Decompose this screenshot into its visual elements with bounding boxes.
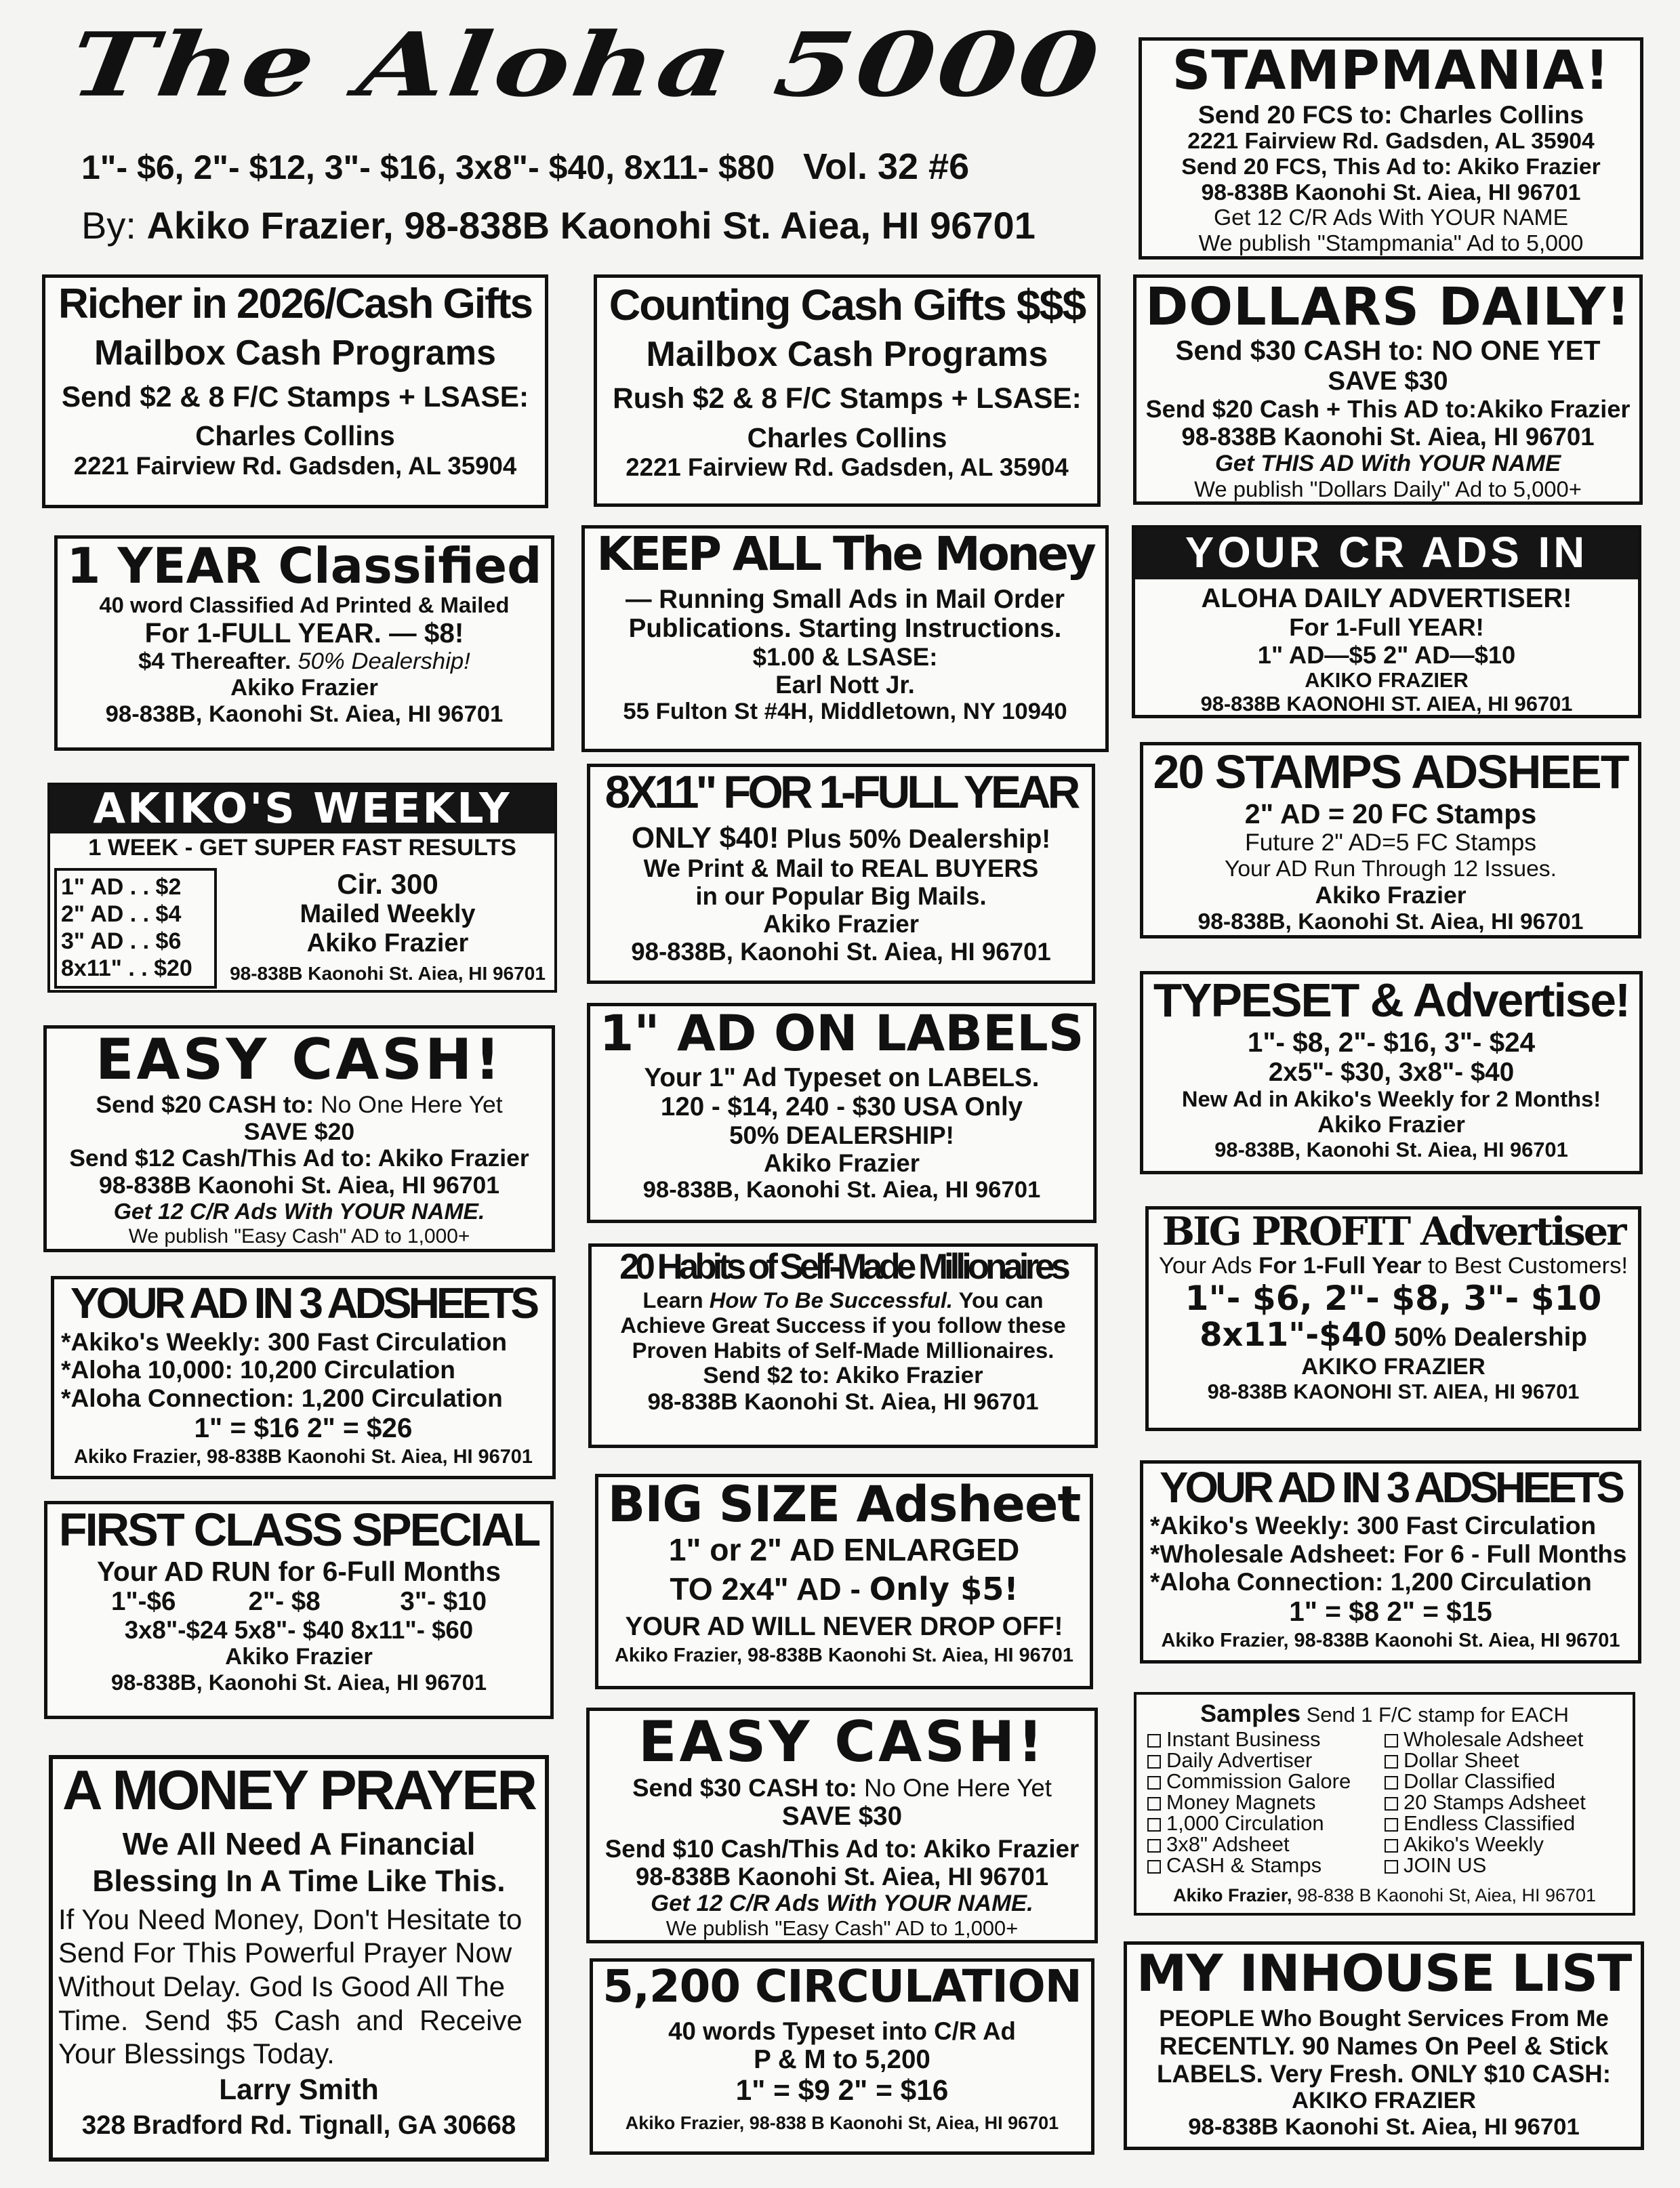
ad-line: Akiko Frazier xyxy=(230,675,378,701)
sample-label: Endless Classified xyxy=(1404,1811,1576,1836)
checkbox-icon[interactable] xyxy=(1147,1818,1161,1832)
ad-line: 55 Fulton St #4H, Middletown, NY 10940 xyxy=(623,699,1067,725)
ad-line: Akiko Frazier, 98-838B Kaonohi St. Aiea, HI 96701 xyxy=(615,1644,1073,1666)
ad-line: $1.00 & LSASE: xyxy=(752,643,938,672)
ad-line-part: $4 Thereafter. xyxy=(138,648,291,675)
ad-line: 98-838B Kaonohi St. Aiea, HI 96701 xyxy=(230,963,546,985)
ad-line xyxy=(590,1774,1094,1802)
ad-8x11-full-year xyxy=(587,764,1095,984)
sample-item[interactable] xyxy=(1147,1834,1385,1855)
price-list xyxy=(54,868,217,989)
ad-line: Akiko Frazier, 98-838B Kaonohi St. Aiea, HI 96701 xyxy=(74,1445,533,1468)
sample-label: 20 Stamps Adsheet xyxy=(1404,1790,1586,1815)
ad-line: Publications. Starting Instructions. xyxy=(628,613,1062,643)
ad-line: *Aloha Connection: 1,200 Circulation xyxy=(61,1383,503,1412)
byline xyxy=(81,203,1036,247)
samples-grid xyxy=(1136,1729,1633,1876)
ad-line: Charles Collins xyxy=(195,420,395,452)
ad-title: TYPESET & Advertise! xyxy=(1153,974,1630,1027)
ad-title: 20 STAMPS ADSHEET xyxy=(1153,745,1628,798)
ad-line: 2221 Fairview Rd. Gadsden, AL 35904 xyxy=(1187,129,1595,154)
samples-title: Samples xyxy=(1200,1699,1301,1727)
ad-line-part: No One Here Yet xyxy=(321,1090,503,1118)
sample-item[interactable] xyxy=(1385,1834,1622,1855)
samples-footer-addr: 98-838 B Kaonohi St, Aiea, HI 96701 xyxy=(1296,1885,1597,1906)
weekly-info xyxy=(221,868,554,984)
ad-line: Your 1" Ad Typeset on LABELS. xyxy=(644,1063,1040,1093)
ad-title: KEEP ALL The Money xyxy=(596,527,1094,581)
sample-label: Money Magnets xyxy=(1166,1790,1316,1815)
ad-typeset-advertise xyxy=(1140,971,1643,1174)
ad-line: Akiko Frazier, 98-838B Kaonohi St. Aiea, HI 96701 xyxy=(1161,1630,1620,1652)
ad-line-part: Plus 50% Dealership! xyxy=(786,824,1051,854)
samples-col-right xyxy=(1385,1729,1622,1876)
ad-dollars-daily xyxy=(1133,274,1643,505)
ad-line-part: Your AD xyxy=(97,1555,204,1587)
ad-line: Get 12 C/R Ads With YOUR NAME xyxy=(1213,205,1569,231)
ad-title: FIRST CLASS SPECIAL xyxy=(58,1504,539,1556)
ad-line: *Wholesale Adsheet: For 6 - Full Months xyxy=(1150,1540,1627,1568)
samples-footer xyxy=(1136,1885,1633,1905)
ad-line: 1"-$6 2"- $8 3"- $10 xyxy=(110,1587,487,1617)
ad-line: Get THIS AD With YOUR NAME xyxy=(1214,451,1561,477)
ad-line: 2221 Fairview Rd. Gadsden, AL 35904 xyxy=(73,451,517,480)
ad-line: Earl Nott Jr. xyxy=(775,671,915,699)
prayer-body xyxy=(53,1903,545,2071)
ad-line: 98-838B Kaonohi St. Aiea, HI 96701 xyxy=(635,1863,1049,1891)
page-title: The Aloha 5000 xyxy=(64,14,1107,117)
ad-line: Achieve Great Success if you follow these xyxy=(620,1312,1066,1338)
ad-title: BIG PROFIT Advertiser xyxy=(1162,1208,1625,1254)
ad-line: Rush $2 & 8 F/C Stamps + LSASE: xyxy=(613,382,1082,415)
ad-line: SAVE $30 xyxy=(1328,366,1448,396)
ad-line: 98-838B Kaonohi St. Aiea, HI 96701 xyxy=(1181,423,1595,451)
ad-line: Send $2 to: Akiko Frazier xyxy=(703,1363,983,1389)
ad-one-year-classified xyxy=(54,535,554,751)
ad-line: We publish "Stampmania" Ad to 5,000 xyxy=(1198,231,1584,257)
sample-label: Daily Advertiser xyxy=(1166,1748,1313,1773)
ad-line-part: Your Ads xyxy=(1158,1253,1252,1279)
ad-line: We publish "Easy Cash" AD to 1,000+ xyxy=(665,1916,1019,1941)
ad-three-adsheets-a xyxy=(51,1276,556,1479)
sample-label: Akiko's Weekly xyxy=(1404,1832,1544,1857)
checkbox-icon[interactable] xyxy=(1147,1734,1161,1748)
ad-20-habits xyxy=(588,1243,1098,1448)
sample-item[interactable] xyxy=(1147,1855,1385,1876)
sample-item[interactable] xyxy=(1147,1813,1385,1834)
ad-line: 50% DEALERSHIP! xyxy=(729,1121,954,1150)
ad-line: *Akiko's Weekly: 300 Fast Circulation xyxy=(1150,1511,1597,1540)
checkbox-icon[interactable] xyxy=(1147,1860,1161,1874)
ad-line-part: ONLY $40! xyxy=(631,821,779,854)
sample-item[interactable] xyxy=(1385,1813,1622,1834)
price-item: 8x11" . . $20 xyxy=(61,955,192,982)
ad-line xyxy=(598,1572,1090,1607)
ad-line: New Ad in Akiko's Weekly for 2 Months! xyxy=(1181,1086,1601,1112)
ad-richer-cash-gifts xyxy=(42,274,548,508)
ad-title: YOUR AD IN 3 ADSHEETS xyxy=(70,1279,537,1327)
sample-label: Dollar Sheet xyxy=(1404,1748,1519,1773)
ad-line: For 1-Full YEAR! xyxy=(1289,613,1484,641)
volume-label: Vol. 32 #6 xyxy=(802,146,970,187)
sample-item[interactable] xyxy=(1147,1750,1385,1771)
ad-line-part: 50% Dealership! xyxy=(298,648,470,675)
ad-line: Send $10 Cash/This Ad to: Akiko Frazier xyxy=(605,1835,1080,1863)
ad-title: 1" AD ON LABELS xyxy=(599,1005,1084,1062)
ad-line: Send $12 Cash/This Ad to: Akiko Frazier xyxy=(69,1144,529,1172)
ad-line: 1" or 2" AD ENLARGED xyxy=(668,1531,1020,1567)
checkbox-icon[interactable] xyxy=(1147,1755,1161,1769)
ad-line: AKIKO FRAZIER xyxy=(1292,2088,1476,2113)
ad-line: Mailbox Cash Programs xyxy=(94,333,496,373)
ad-title: BIG SIZE Adsheet xyxy=(607,1476,1081,1533)
ad-line: Send $20 Cash + This AD to:Akiko Frazier xyxy=(1145,394,1631,423)
ad-list xyxy=(1143,1512,1638,1596)
ad-title: 1 YEAR Classified xyxy=(66,537,542,594)
ad-title: EASY CASH! xyxy=(95,1027,504,1092)
sample-item[interactable] xyxy=(1147,1771,1385,1792)
ad-title: A MONEY PRAYER xyxy=(62,1759,535,1821)
samples-col-left xyxy=(1147,1729,1385,1876)
samples-footer-name: Akiko Frazier, xyxy=(1172,1885,1292,1906)
ad-line-part: RUN for 6-Full Months xyxy=(211,1555,501,1587)
ad-line: *Aloha 10,000: 10,200 Circulation xyxy=(61,1355,455,1384)
sample-label: Instant Business xyxy=(1166,1727,1321,1752)
ad-three-adsheets-b xyxy=(1140,1460,1641,1664)
ad-line: Without Delay. God Is Good All The xyxy=(58,1970,506,2002)
ad-line: Get 12 C/R Ads With YOUR NAME. xyxy=(651,1891,1033,1917)
ad-line: 98-838B KAONOHI ST. AIEA, HI 96701 xyxy=(1200,691,1573,716)
ad-list xyxy=(54,1328,552,1413)
sample-item[interactable] xyxy=(1385,1792,1622,1813)
ad-line-part: For 1-Full Year xyxy=(1258,1253,1422,1279)
ad-line: 1"- $6, 2"- $8, 3"- $10 xyxy=(1185,1277,1602,1318)
ad-line: 98-838B, Kaonohi St. Aiea, HI 96701 xyxy=(110,1670,487,1695)
sample-item[interactable] xyxy=(1147,1729,1385,1750)
ad-line: 1" = $8 2" = $15 xyxy=(1289,1595,1492,1627)
ad-easy-cash-30 xyxy=(586,1708,1098,1943)
ad-line: Mailbox Cash Programs xyxy=(646,335,1048,375)
ad-line-part: Learn xyxy=(642,1287,703,1313)
ad-line: 98-838B, Kaonohi St. Aiea, HI 96701 xyxy=(105,701,504,728)
ad-line: Send 20 FCS to: Charles Collins xyxy=(1197,100,1584,129)
ad-line: 328 Bradford Rd. Tignall, GA 30668 xyxy=(81,2111,516,2141)
ad-line: Your AD Run Through 12 Issues. xyxy=(1225,856,1557,882)
ad-line: 98-838B, Kaonohi St. Aiea, HI 96701 xyxy=(642,1177,1041,1203)
sample-item[interactable] xyxy=(1147,1792,1385,1813)
ad-line: 1" = $16 2" = $26 xyxy=(194,1411,413,1443)
ad-counting-cash-gifts xyxy=(594,274,1101,507)
ad-line: Akiko Frazier xyxy=(762,909,919,938)
checkbox-icon[interactable] xyxy=(1385,1776,1398,1790)
ad-line: in our Popular Big Mails. xyxy=(695,882,987,910)
ad-title: DOLLARS DAILY! xyxy=(1145,276,1631,337)
ad-big-size-adsheet xyxy=(595,1474,1093,1689)
rates-text: 1"- $6, 2"- $12, 3"- $16, 3x8"- $40, 8x11- $80 xyxy=(81,148,775,186)
ad-line: Blessing In A Time Like This. xyxy=(92,1865,506,1899)
ad-big-profit xyxy=(1145,1206,1641,1431)
ad-title: AKIKO'S WEEKLY xyxy=(50,785,554,833)
ad-line-part: Send $20 CASH to: xyxy=(96,1090,314,1118)
ad-line: We All Need A Financial xyxy=(122,1826,476,1862)
sample-label: 1,000 Circulation xyxy=(1166,1811,1324,1836)
ad-title: 20 Habits of Self-Made Millionaires xyxy=(619,1247,1067,1287)
ad-20-stamps-adsheet xyxy=(1140,742,1641,938)
ad-line: We publish "Easy Cash" AD to 1,000+ xyxy=(128,1224,470,1247)
sample-item[interactable] xyxy=(1385,1729,1622,1750)
ad-line xyxy=(58,648,551,675)
sample-item[interactable] xyxy=(1385,1750,1622,1771)
ad-line: 98-838B Kaonohi St. Aiea, HI 96701 xyxy=(1201,180,1581,205)
ad-line: P & M to 5,200 xyxy=(754,2044,930,2074)
ad-line: 1" = $9 2" = $16 xyxy=(735,2073,949,2106)
ad-line: Cir. 300 xyxy=(337,868,438,900)
sample-label: CASH & Stamps xyxy=(1166,1853,1322,1878)
sample-item[interactable] xyxy=(1385,1771,1622,1792)
ad-line-part: 50% Dealership xyxy=(1394,1323,1587,1353)
ad-line: 2x5"- $30, 3x8"- $40 xyxy=(1268,1058,1515,1088)
ad-stampmania xyxy=(1139,37,1643,260)
price-item: 2" AD . . $4 xyxy=(61,901,182,928)
ad-line: SAVE $20 xyxy=(243,1117,355,1145)
ad-line: Get 12 C/R Ads With YOUR NAME. xyxy=(113,1199,485,1225)
ad-line: 120 - $14, 240 - $30 USA Only xyxy=(660,1092,1023,1122)
ad-line: 40 words Typeset into C/R Ad xyxy=(668,2017,1016,2045)
ad-line: Future 2" AD=5 FC Stamps xyxy=(1244,829,1537,856)
checkbox-icon[interactable] xyxy=(1385,1839,1398,1853)
ad-line: 40 word Classified Ad Printed & Mailed xyxy=(99,592,510,618)
ad-first-class-special xyxy=(44,1501,554,1719)
checkbox-icon[interactable] xyxy=(1385,1860,1398,1874)
ad-line-part: Send $30 CASH to: xyxy=(632,1773,857,1802)
ad-line-part: TO 2x4" AD - xyxy=(670,1571,861,1607)
ad-line: Your Blessings Today. xyxy=(58,2038,335,2070)
ad-line xyxy=(47,1556,550,1587)
checkbox-icon[interactable] xyxy=(1385,1797,1398,1811)
checkbox-icon[interactable] xyxy=(1147,1776,1161,1790)
ad-line: 98-838B KAONOHI ST. AIEA, HI 96701 xyxy=(1207,1379,1580,1403)
ad-line-part: to Best Customers! xyxy=(1428,1253,1628,1279)
sample-label: Wholesale Adsheet xyxy=(1404,1727,1584,1752)
ad-labels xyxy=(587,1003,1097,1223)
ad-line-part: You can xyxy=(958,1287,1044,1313)
ad-money-prayer xyxy=(49,1755,549,2162)
ad-line: Akiko Frazier xyxy=(225,1644,373,1670)
ad-line: 98-838B Kaonohi St. Aiea, HI 96701 xyxy=(1188,2113,1580,2140)
ad-line: Send $30 CASH to: NO ONE YET xyxy=(1175,335,1601,367)
ad-title: MY INHOUSE LIST xyxy=(1136,1943,1632,2003)
samples-subtitle: Send 1 F/C stamp for EACH xyxy=(1306,1703,1569,1727)
ad-line: SAVE $30 xyxy=(781,1801,903,1831)
ad-line: 98-838B, Kaonohi St. Aiea, HI 96701 xyxy=(631,937,1051,966)
ad-line: Akiko Frazier, 98-838 B Kaonohi St, Aiea, HI 96701 xyxy=(625,2113,1059,2134)
checkbox-icon[interactable] xyxy=(1385,1818,1398,1832)
ad-line: RECENTLY. 90 Names On Peel & Stick xyxy=(1159,2031,1609,2060)
ad-line: We Print & Mail to REAL BUYERS xyxy=(643,854,1039,882)
samples-header xyxy=(1136,1700,1633,1727)
ad-line xyxy=(590,821,1092,854)
ad-line: 1"- $8, 2"- $16, 3"- $24 xyxy=(1247,1026,1536,1058)
ad-keep-all-the-money xyxy=(581,525,1109,752)
ad-line: 2221 Fairview Rd. Gadsden, AL 35904 xyxy=(626,453,1069,482)
sample-label: JOIN US xyxy=(1404,1853,1487,1878)
checkbox-icon[interactable] xyxy=(1385,1755,1398,1769)
ad-line: *Akiko's Weekly: 300 Fast Circulation xyxy=(61,1327,508,1356)
ad-line: — Running Small Ads in Mail Order xyxy=(625,584,1065,614)
ad-line: Akiko Frazier xyxy=(1317,1112,1465,1138)
ad-line: 98-838B, Kaonohi St. Aiea, HI 96701 xyxy=(1214,1137,1568,1161)
ad-line: 98-838B, Kaonohi St. Aiea, HI 96701 xyxy=(1197,909,1584,934)
ad-line xyxy=(1149,1317,1638,1354)
ad-line: 98-838B Kaonohi St. Aiea, HI 96701 xyxy=(98,1172,500,1199)
sample-label: Dollar Classified xyxy=(1404,1769,1555,1794)
ad-line: ALOHA DAILY ADVERTISER! xyxy=(1201,583,1572,614)
ad-line: For 1-FULL YEAR. — $8! xyxy=(144,617,464,649)
ad-title: STAMPMANIA! xyxy=(1172,39,1610,102)
ad-title: Richer in 2026/Cash Gifts xyxy=(58,281,533,327)
sample-label: Commission Galore xyxy=(1166,1769,1351,1794)
ad-line: Time. Send $5 Cash and Receive xyxy=(58,2004,523,2036)
ad-line: Send 20 FCS, This Ad to: Akiko Frazier xyxy=(1181,154,1601,180)
ad-line: LABELS. Very Fresh. ONLY $10 CASH: xyxy=(1157,2059,1611,2088)
ad-line: Akiko Frazier xyxy=(763,1149,920,1178)
ad-line: Proven Habits of Self-Made Millionaires. xyxy=(632,1337,1054,1363)
ad-your-cr-ads xyxy=(1132,525,1641,718)
rates-line xyxy=(81,146,969,188)
ad-easy-cash-20 xyxy=(43,1025,555,1252)
checkbox-icon[interactable] xyxy=(1385,1734,1398,1748)
ad-line: We publish "Dollars Daily" Ad to 5,000+ xyxy=(1194,476,1582,502)
ad-title: 5,200 CIRCULATION xyxy=(602,1960,1082,2012)
ad-line: If You Need Money, Don't Hesitate to xyxy=(58,1903,523,1935)
ad-line: 1" AD—$5 2" AD—$10 xyxy=(1257,640,1516,669)
ad-line: *Aloha Connection: 1,200 Circulation xyxy=(1150,1567,1592,1596)
ad-line: Charles Collins xyxy=(747,421,947,453)
ad-subtitle: 1 WEEK - GET SUPER FAST RESULTS xyxy=(88,835,516,861)
ad-line xyxy=(47,1092,552,1119)
ad-samples xyxy=(1134,1692,1635,1916)
ad-akikos-weekly xyxy=(47,783,557,993)
ad-5200-circulation xyxy=(590,1958,1094,2155)
checkbox-icon[interactable] xyxy=(1147,1797,1161,1811)
price-item: 1" AD . . $2 xyxy=(61,874,182,900)
ad-line-part: No One Here Yet xyxy=(864,1773,1052,1802)
ad-title: 8X11" FOR 1-FULL YEAR xyxy=(605,767,1078,818)
ad-inhouse-list xyxy=(1124,1941,1644,2150)
ad-line: Send $2 & 8 F/C Stamps + LSASE: xyxy=(61,380,529,413)
ad-line: Akiko Frazier xyxy=(306,928,469,957)
ad-line xyxy=(1149,1253,1638,1279)
ad-line: Send For This Powerful Prayer Now xyxy=(58,1937,512,1969)
ad-line: Akiko Frazier xyxy=(1315,881,1467,909)
ad-title: EASY CASH! xyxy=(638,1709,1046,1775)
price-item: 3" AD . . $6 xyxy=(61,928,182,955)
byline-text: Akiko Frazier, 98-838B Kaonohi St. Aiea, HI 96701 xyxy=(146,204,1036,247)
ad-line-part: 8x11"-$40 xyxy=(1200,1316,1387,1355)
ad-line: Mailed Weekly xyxy=(300,900,476,929)
ad-line: 98-838B Kaonohi St. Aiea, HI 96701 xyxy=(647,1389,1039,1416)
ad-line: 3x8"-$24 5x8"- $40 8x11"- $60 xyxy=(124,1616,474,1645)
ad-title: Counting Cash Gifts $$$ xyxy=(609,281,1086,329)
ad-line: 2" AD = 20 FC Stamps xyxy=(1244,798,1537,830)
byline-label: By: xyxy=(81,204,136,247)
ad-line: Larry Smith xyxy=(219,2073,379,2105)
ad-line: PEOPLE Who Bought Services From Me xyxy=(1159,2006,1609,2032)
checkbox-icon[interactable] xyxy=(1147,1839,1161,1853)
ad-title: YOUR AD IN 3 ADSHEETS xyxy=(1160,1464,1622,1512)
sample-item[interactable] xyxy=(1385,1855,1622,1876)
ad-line-part: Only $5! xyxy=(869,1570,1019,1607)
sample-label: 3x8" Adsheet xyxy=(1166,1832,1290,1857)
ad-line xyxy=(592,1288,1094,1313)
ad-line: AKIKO FRAZIER xyxy=(1305,668,1469,693)
ad-line-part: How To Be Successful. xyxy=(709,1287,954,1313)
ad-line: YOUR AD WILL NEVER DROP OFF! xyxy=(625,1612,1063,1642)
ad-title: YOUR CR ADS IN xyxy=(1135,529,1638,579)
ad-line: AKIKO FRAZIER xyxy=(1301,1353,1486,1380)
